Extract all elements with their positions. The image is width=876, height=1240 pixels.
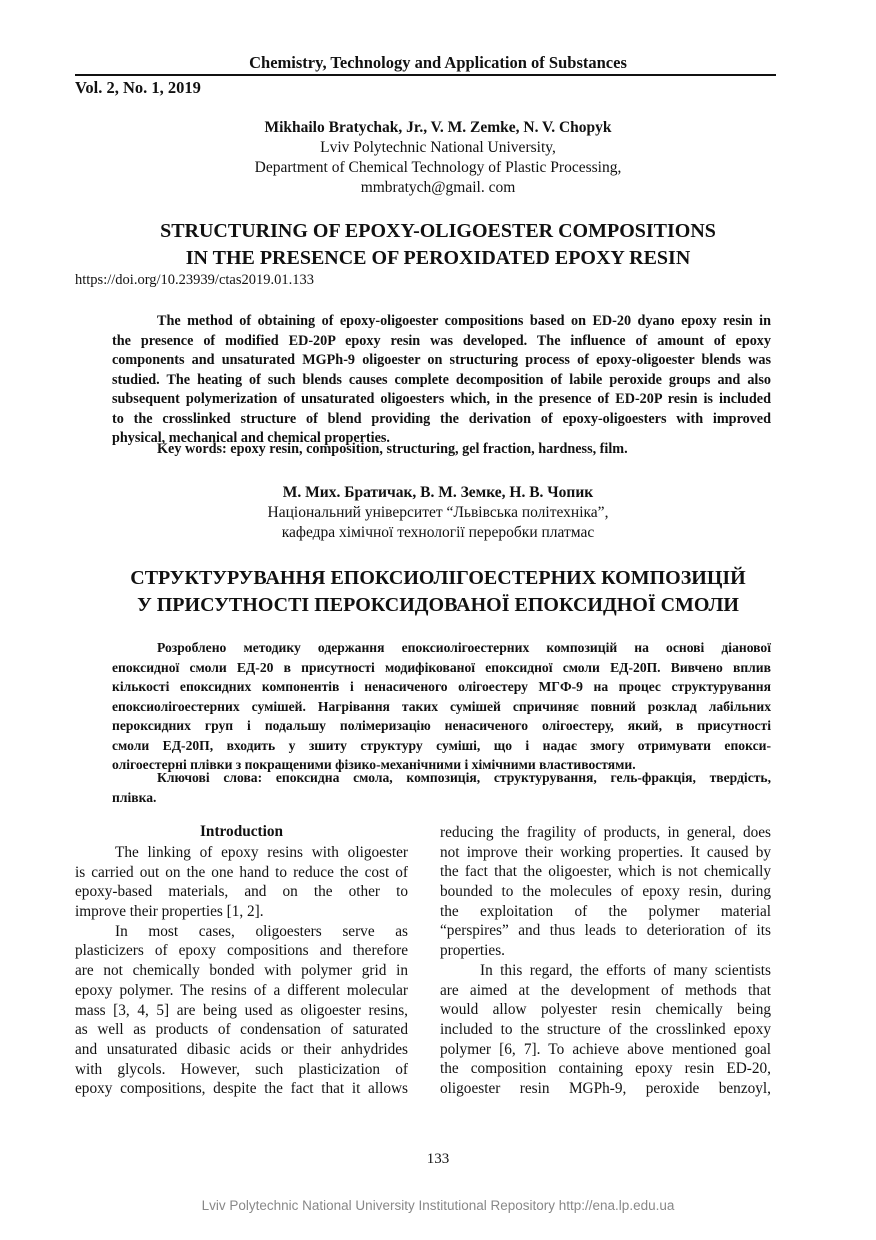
text-line: bounded to the molecules of epoxy resin, during <box>440 883 771 901</box>
text-line: components and unsaturated MGPh-9 oligoester on structuring process of epoxy-oligoester blends was <box>112 352 771 368</box>
keywords-line: Ключові слова: епоксидна смола, композиція, структурування, гель-фракція, твердість, <box>157 770 771 785</box>
text-line: The method of obtaining of epoxy-oligoester compositions based on ED-20 dyano epoxy resin in <box>157 313 771 329</box>
paragraph <box>440 961 771 1099</box>
text-line: is carried out on the one hand to reduce the cost of <box>75 863 408 881</box>
text-line: кількості епоксидних компонентів і ненасиченого олігоестеру МГФ-9 на процес структурування <box>112 679 771 694</box>
text-line: with glycols. However, such plasticization of <box>75 1060 408 1078</box>
text-line: included to the structure of the crosslinked epoxy <box>440 1020 771 1038</box>
affiliation-uk <box>0 503 876 543</box>
text-line: physical, mechanical and chemical properties. <box>112 430 390 446</box>
keywords-uk <box>112 768 771 807</box>
text-line: Розроблено методику одержання епоксиолігоестерних композицій на основі діанової <box>157 640 771 655</box>
text-line: epoxy compositions, despite the fact that it allows <box>75 1080 408 1098</box>
paper-title-uk <box>0 565 876 619</box>
text-line: “perspires” and thus leads to deterioration of its <box>440 922 771 940</box>
text-line: as well as products of condensation of saturated <box>75 1021 408 1039</box>
abstract-uk <box>112 638 771 775</box>
doi-link[interactable]: https://doi.org/10.23939/ctas2019.01.133 <box>75 272 314 288</box>
affiliation-en <box>0 138 876 198</box>
text-line: пероксидних груп і подальшу полімеризацію ненасиченого олігоестеру, який, в присутності <box>112 718 771 733</box>
text-line: not improve their working properties. It caused by <box>440 843 771 861</box>
text-line: reducing the fragility of products, in general, does <box>440 824 771 841</box>
text-line: would allow polyester resin chemically being <box>440 1001 771 1019</box>
section-heading-introduction: Introduction <box>199 823 284 840</box>
body-column-left <box>75 843 408 1099</box>
paragraph <box>75 922 408 1099</box>
text-line: епоксиолігоестерних сумішей. Нагрівання таких сумішей спричиняє повний розклад лабільних <box>112 698 771 714</box>
text-line: subsequent polymerization of unsaturated oligoesters which, in the presence of ED-20P resin is included <box>112 391 771 407</box>
text-line: the exploitation of the polymer material <box>440 902 771 920</box>
keywords-line: плівка. <box>112 789 157 805</box>
affiliation-line: Національний університет “Львівська політехніка”, <box>267 504 609 521</box>
affiliation-line: Department of Chemical Technology of Plastic Processing, <box>254 159 622 176</box>
volume: Vol. 2, No. 1, 2019 <box>75 78 201 97</box>
body-column-right <box>440 823 771 1099</box>
text-line: epoxy-based materials, and on the other to <box>75 883 408 901</box>
authors-en: Mikhailo Bratychak, Jr., V. M. Zemke, N. V. Chopyk <box>264 119 612 136</box>
text-line: олігоестерні плівки з покращеними фізико-механічними і хімічними властивостями. <box>112 757 636 772</box>
text-line: смоли ЕД-20П, входить у зшиту структуру суміші, що і надає змогу отримувати епокси- <box>112 737 771 753</box>
text-line: epoxy polymer. The resins of a different molecular <box>75 981 408 999</box>
author-email: mmbratych@gmail. com <box>360 179 516 196</box>
page-number: 133 <box>426 1151 450 1167</box>
text-line: The linking of epoxy resins with oligoester <box>115 844 408 861</box>
keywords-en: Key words: epoxy resin, composition, structuring, gel fraction, hardness, film. <box>157 441 628 457</box>
text-line: епоксидної смоли ЕД-20 в присутності модифікованої епоксидної смоли ЕД-20П. Вивчено вплив <box>112 659 771 675</box>
repository-footer: Lviv Polytechnic National University Institutional Repository http://ena.lp.edu.ua <box>201 1198 675 1213</box>
text-line: mass [3, 4, 5] are being used as oligoester resins, <box>75 1001 408 1019</box>
title-line: STRUCTURING OF EPOXY-OLIGOESTER COMPOSITIONS <box>160 220 716 242</box>
paragraph <box>75 843 408 922</box>
journal-title: Chemistry, Technology and Application of Substances <box>249 53 627 72</box>
header-rule <box>75 74 776 76</box>
text-line: are not chemically bonded with polymer grid in <box>75 962 408 980</box>
text-line: studied. The heating of such blends causes complete decomposition of labile peroxide groups and also <box>112 371 771 388</box>
text-line: and unsaturated dibasic acids or their anhydrides <box>75 1040 408 1058</box>
paper-title-en <box>0 218 876 272</box>
text-line: to the crosslinked structure of blend providing the derivation of epoxy-oligoesters with improved <box>112 410 771 427</box>
text-line: are aimed at the development of methods that <box>440 981 771 999</box>
text-line: polymer [6, 7]. To achieve above mentioned goal <box>440 1040 771 1058</box>
text-line: properties. <box>440 942 505 960</box>
title-line: IN THE PRESENCE OF PEROXIDATED EPOXY RESIN <box>185 247 691 269</box>
affiliation-line: Lviv Polytechnic National University, <box>320 139 556 156</box>
abstract-en <box>112 312 771 449</box>
text-line: oligoester resin MGPh-9, peroxide benzoyl, <box>440 1079 771 1097</box>
text-line: the presence of modified ED-20P epoxy resin was developed. The influence of amount of epoxy <box>112 332 771 349</box>
text-line: improve their properties [1, 2]. <box>75 903 264 921</box>
paragraph <box>440 823 771 961</box>
text-line: plasticizers of epoxy compositions and therefore <box>75 942 408 960</box>
affiliation-line: кафедра хімічної технології переробки платмас <box>281 524 595 541</box>
text-line: the fact that the oligoester, which is not chemically <box>440 863 771 881</box>
authors-uk: М. Мих. Братичак, В. М. Земке, Н. В. Чопик <box>282 484 594 501</box>
title-line: СТРУКТУРУВАННЯ ЕПОКСИОЛІГОЕСТЕРНИХ КОМПОЗИЦІЙ <box>130 567 746 589</box>
text-line: the composition containing epoxy resin ED-20, <box>440 1060 771 1078</box>
text-line: In this regard, the efforts of many scientists <box>480 961 771 979</box>
text-line: In most cases, oligoesters serve as <box>115 922 408 940</box>
title-line: У ПРИСУТНОСТІ ПЕРОКСИДОВАНОЇ ЕПОКСИДНОЇ СМОЛИ <box>137 594 739 616</box>
